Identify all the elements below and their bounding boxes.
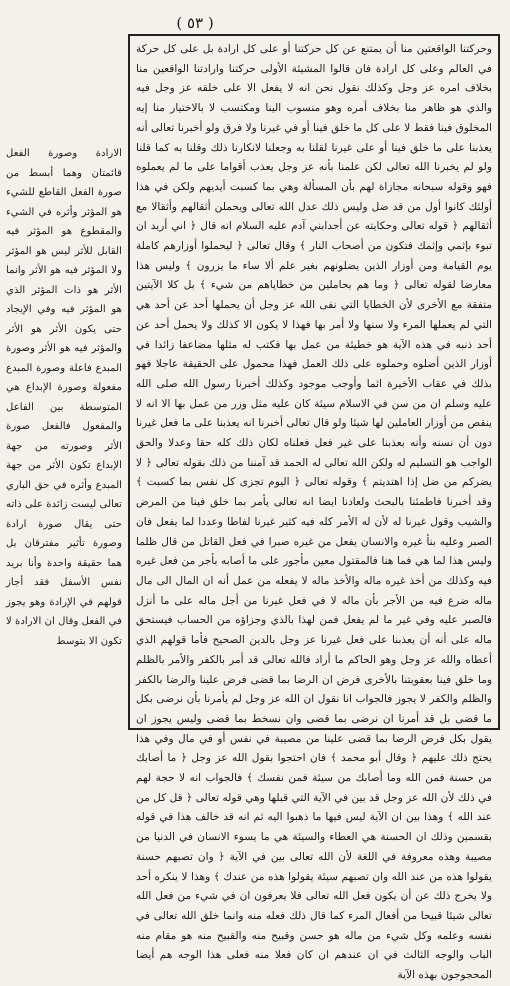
margin-commentary-text: الارادة وصورة الفعل قائمتان وهما أبسط من صورة الفعل القاطع للشيء هو المؤثر وأثره في الشيء والمقطوع هو المؤثر فيه القابل للأثر ليس هو المؤثر ولا المؤثر فيه هو الأثر وانما الأثر هو ذات المؤثر الذي هو المؤثر فيه وفي الإيجاد حتى يكون الأثر هو الأثر والمؤثر فيه هو الأثر وصورة المبدع فاعلة وصورة المبدع مفعولة وصورة الإبداع هي المتوسطة بين الفاعل والمفعول فالفعل صورة الأثر وصورته من جهة الإبداع تكون الأثر من جهة المبدع وأثره في حق الباري تعالى ليست زائدة على ذاته حتى يقال صورة ارادة وصورة تأثير مفترقان بل هما حقيقة واحدة وأنا بريد نفس الأسفل فقد أجاز قولهم في الإرادة وهو يجوز في الفعل وقال ان الارادة لا تكون الا بتوسط xyxy=(6,148,122,647)
margin-commentary xyxy=(6,144,122,647)
main-text-body: وحركتنا الواقعتين منا أن يمتنع عن كل حركتنا أو على كل ارادة بل على كل حركة في العالم وعلى كل ارادة فان قالوا المشيئة الأولى حركتنا وارادتنا الواقعين منا بخلاف امره عز وجل وكذلك نقول نحن انه لا يفعل الا على خلقه عز وجل فيه والذي هو ظاهر منا بخلاف أمره وهو منسوب الينا ومكتسب لا بالاختيار منا إيه المخلوق فينا فقط لا على كل ما خلق فينا أو في غيرنا ولا فرق ولو أخبرنا تعالى أنه يعذبنا على ما خلق فينا أو على غيرنا لقلنا به وجعلنا لانكارنا ذلك وقلنا به كما قلنا ولو لم يخبرنا الله تعالى لكن علمنا بأنه عز وجل يعذب أقواما على ما لم يعملوه فهو وقوله سبحانه مجازاة لهم بأن المسألة وهي بما كسبت أيديهم ولكن في هذا أولئك كانوا أول من قد ضل وليس ذلك عدل الله تعالى ويحملن أثقالهم وأثقالا مع أثقالهم ﴿ قوله تعالى وحكايته عن أحدابني آدم عليه السلام انه قال ﴿ اني أريد ان تبوء بإثمي وإثمك فتكون من أصحاب النار ﴾ وقال تعالى ﴿ ليحملوا أوزارهم كاملة يوم القيامة ومن أوزار الذين يضلونهم بغير علم ألا ساء ما يزرون ﴾ وليس هذا معارضا لقوله تعالى ﴿ وما هم بحاملين من خطاياهم من شيء ﴾ بل كلا الآيتين متفقة مع الأخرى لأن الخطايا التي نفى الله عز وجل أن يحملها أحد عن أحد هي التي لم يعملها المرء ولا سنها ولا أمر بها فهذا لا يكون الا كذلك ولا يحمل أحد عن أحد ذنبه في هذه الآية هو خطيئة من عمل بها فكتب له مثلها مضاعفا زائدا في أوزار الذين أضلوه وحملوه على ذلك العمل فهذا محمول على الحقيقة عاجلا فهو بذلك في عقاب الأخيرة اثما وأوجب موجود وكذلك أخبرنا رسول الله صلى الله عليه وسلم ان من سن في الاسلام سيئة كان عليه مثل وزر من عمل بها الا انه لا ينقص من أوزار العاملين لها شيئا ولو قال تعالى أخبرنا انه يعذبنا على ما فعل غيرنا دون أن نسنه وأنه بعذبنا على غير فعل فعلناه لكان ذلك كله حقا وعدلا والحق الواجب هو التسليم له ولكن الله تعالى له الحمد قد آمننا من ذلك بقوله تعالى ﴿ لا يضركم من ضل إذا اهتديتم ﴾ وقوله تعالى ﴿ اليوم تجزى كل نفس بما كسبت ﴾ وقد أخبرنا فاطمئنا بالبحث ولعادنا ايضا انه تعالى يأمر بما خلق فينا من المرض والشيب وقول غيرنا له لأن له الأمر كله فيه كثير غيرنا لفاطا وعددا لما يفعل فان الصبر وعليه بنأ غيره والانسان يفعل من غيره صبرا في فعل القاتل من قال ظلما وليس هذا لما هي فما هنا فالمقتول معين مأجور على ما أصابه بأجر من فعل غيره فيه وكذلك من أخذ غيره ماله والأخذ ماله لا يفعله من عمل أنه ان المال الى مال ماله ضرع فيه من الأجر بأن ماله لا في فعل غيرنا من أجل ماله على ما أنزل فالصبر عليه وفي غير ما لم يفعل فمن لهذا بالذي وجزاؤه من الحساب فيستحق ماله على أنه أن يعذبنا على فعل غيرنا عز وجل بالدين الصحيح فأما قولهم الذي أعطاه والله عز وجل وهو الحاكم ما أراد فالله تعالى قد أمر بالكفر والأمر بالظلم وما خلق فينا بعقوبتنا بالأخرى فرض ان الرضا بما قضى فرض علينا والرضا بالكفر والظلم والكفر لا يجوز فالجواب انا نقول ان الله عز وجل لم يأمرنا بأن نرضى بكل ما قضى بل قد أمرنا ان نرضى بما قضى وان نسخط بما قضى وليس يجوز ان يقول بكل فرض الرضا بما قضى علينا من مصيبة في نفس أو في مال وفي هذا يحتج ذلك عليهم ﴿ وقال أبو محمد ﴾ فان احتجوا بقول الله عز وجل ﴿ ما أصابك من حسنة فمن الله وما أصابك من سيئة فمن نفسك ﴾ فالجواب انه لا حجة لهم في ذلك لأن الله عز وجل قد بين في الآية التي قبلها وهي قوله تعالى ﴿ قل كل من عند الله ﴾ وهذا بين ان الآية ليس فيها ما ذهبوا اليه ثم انه قد خالف هذا في قوله بقسمين وذلك ان الحسنة هي العطاء والسيئة هي ما يسوء الانسان في الدنيا من مصيبة وهذه معروفة في اللغة لأن الله تعالى بين في الآية ﴿ وان تصبهم حسنة يقولوا هذه من عند الله وان تصبهم سيئة يقولوا هذه من عندك ﴾ وهذا لا ينكره أحد ولا يخرج ذلك عن أن يكون فعل الله تعالى فلا يعرفون ان في شيء من فعل الله تعالى شيئا قبيحا من أفعال المرء كما قال ذلك فعله منه وانما خلق الله تعالى في نفسه وعلمه وكل شيء من ماله هو حسن وقبيح منه والقبيح منه هو مقام منه الباب والوجه الثالث في ان عندهم ان كان فعلا منه فعلى هذا الوجه هم أيضا المحجوجون بهذه الآية xyxy=(136,43,492,982)
main-text-frame xyxy=(128,34,500,982)
page-number: ( ٥٣ ) xyxy=(176,14,214,32)
